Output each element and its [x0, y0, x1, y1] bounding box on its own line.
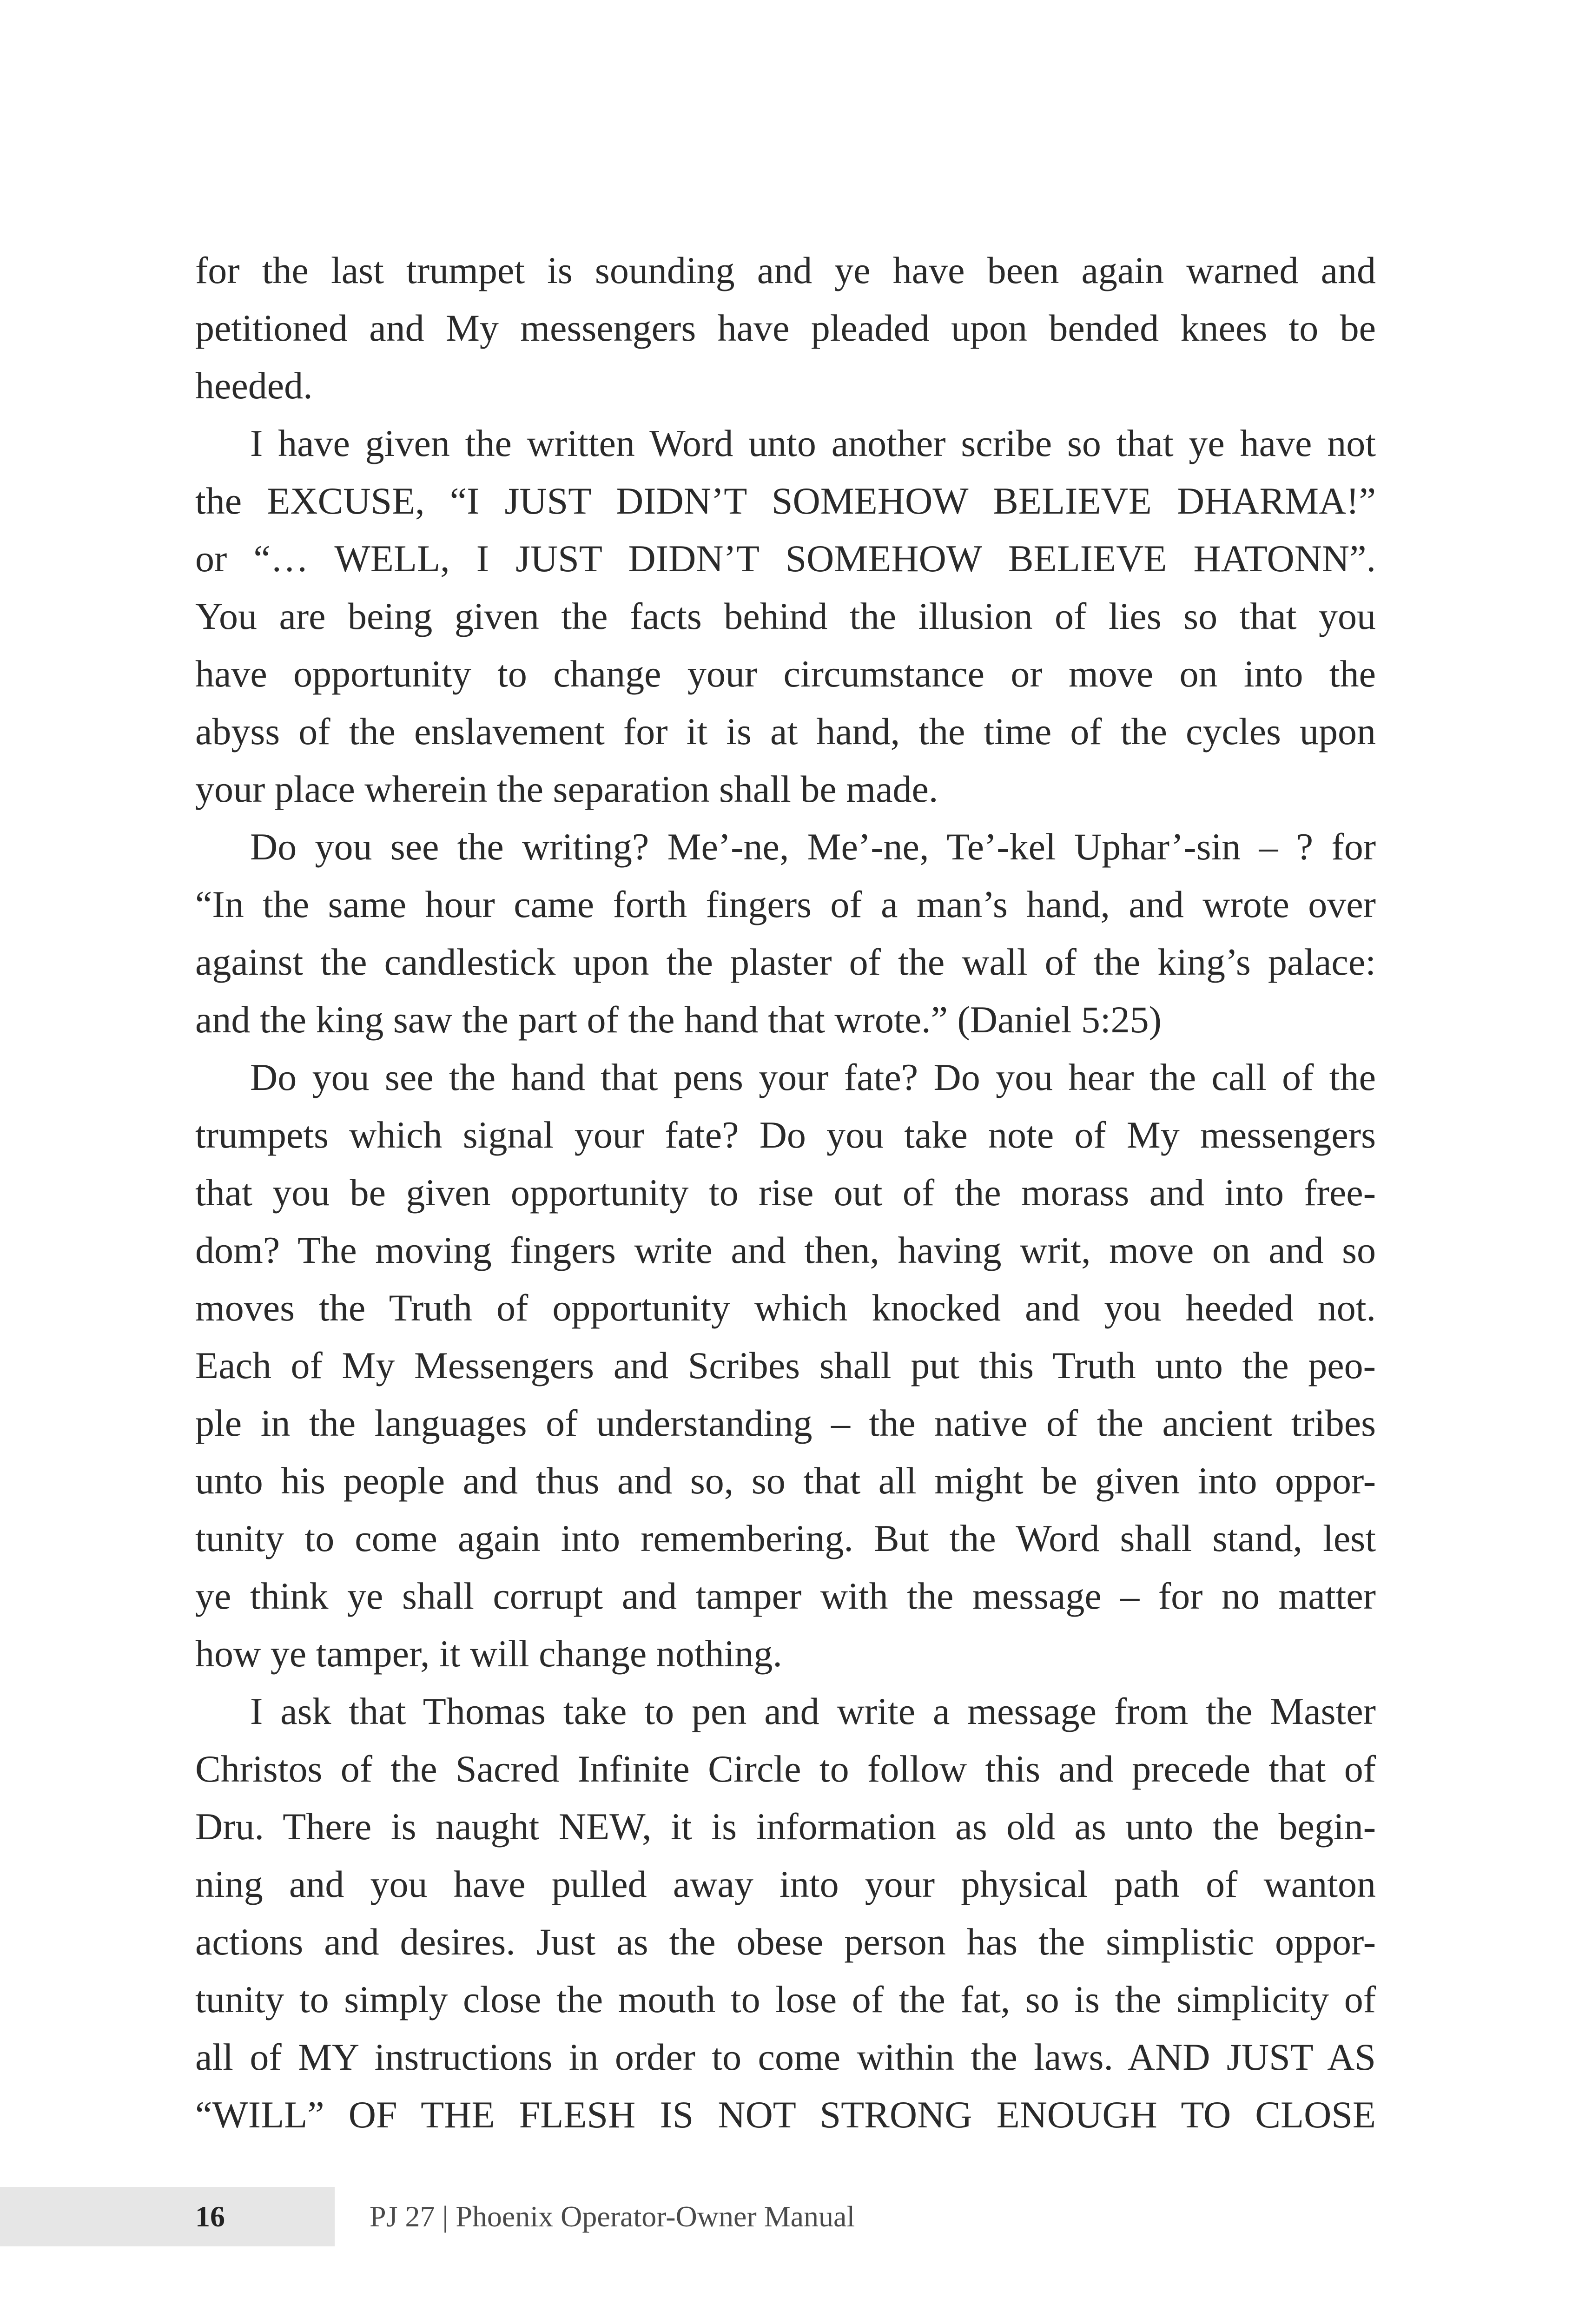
text-line: I ask that Thomas take to pen and write a message from the Master: [250, 1690, 1376, 1732]
text-line: tunity to come again into remembering. But the Word shall stand, lest: [195, 1517, 1376, 1559]
text-line: abyss of the enslavement for it is at hand, the time of the cycles upon: [195, 710, 1376, 753]
text-line: trumpets which signal your fate? Do you take note of My messengers: [195, 1114, 1376, 1156]
running-footer-title: PJ 27 | Phoenix Operator-Owner Manual: [370, 2200, 855, 2233]
text-line: all of MY instructions in order to come within the laws. AND JUST AS: [195, 2036, 1376, 2078]
text-line: Dru. There is naught NEW, it is information as old as unto the begin-: [195, 1805, 1376, 1848]
text-line: Do you see the hand that pens your fate? Do you hear the call of the: [250, 1056, 1376, 1098]
text-line: against the candlestick upon the plaster of the wall of the king’s palace:: [195, 941, 1376, 983]
text-line: heeded.: [195, 364, 313, 407]
text-line: Do you see the writing? Me’-ne, Me’-ne, Te’-kel Uphar’-sin – ? for: [250, 825, 1376, 868]
text-line: moves the Truth of opportunity which knocked and you heeded not.: [195, 1287, 1376, 1329]
text-line: I have given the written Word unto another scribe so that ye have not: [250, 422, 1376, 464]
text-line: petitioned and My messengers have pleaded upon bended knees to be: [195, 307, 1376, 349]
text-line: “In the same hour came forth fingers of a man’s hand, and wrote over: [195, 883, 1376, 925]
text-line: for the last trumpet is sounding and ye have been again warned and: [195, 249, 1376, 291]
text-line: tunity to simply close the mouth to lose of the fat, so is the simplicity of: [195, 1978, 1376, 2020]
footer-page-tab: [0, 2187, 335, 2246]
text-line: Christos of the Sacred Infinite Circle to follow this and precede that of: [195, 1748, 1376, 1790]
text-line: actions and desires. Just as the obese person has the simplistic oppor-: [195, 1921, 1376, 1963]
text-line: how ye tamper, it will change nothing.: [195, 1632, 782, 1675]
text-line: your place wherein the separation shall be made.: [195, 768, 938, 810]
text-line: ye think ye shall corrupt and tamper with the message – for no matter: [195, 1575, 1376, 1617]
text-line: have opportunity to change your circumstance or move on into the: [195, 653, 1376, 695]
text-line: and the king saw the part of the hand that wrote.” (Daniel 5:25): [195, 998, 1162, 1041]
text-line: unto his people and thus and so, so that all might be given into oppor-: [195, 1459, 1376, 1502]
text-line: that you be given opportunity to rise out of the morass and into free-: [195, 1171, 1376, 1214]
text-line: “WILL” OF THE FLESH IS NOT STRONG ENOUGH TO CLOSE: [195, 2093, 1376, 2136]
text-line: ning and you have pulled away into your physical path of wanton: [195, 1863, 1376, 1905]
text-line: ple in the languages of understanding – the native of the ancient tribes: [195, 1402, 1376, 1444]
page-number: 16: [195, 2200, 225, 2233]
text-line: Each of My Messengers and Scribes shall put this Truth unto the peo-: [195, 1344, 1376, 1386]
text-line: You are being given the facts behind the illusion of lies so that you: [195, 595, 1376, 637]
text-line: or “… WELL, I JUST DIDN’T SOMEHOW BELIEVE HATONN”.: [195, 537, 1376, 580]
text-line: the EXCUSE, “I JUST DIDN’T SOMEHOW BELIEVE DHARMA!”: [195, 480, 1376, 522]
text-line: dom? The moving fingers write and then, having writ, move on and so: [195, 1229, 1376, 1271]
body-text: [195, 242, 1376, 2144]
